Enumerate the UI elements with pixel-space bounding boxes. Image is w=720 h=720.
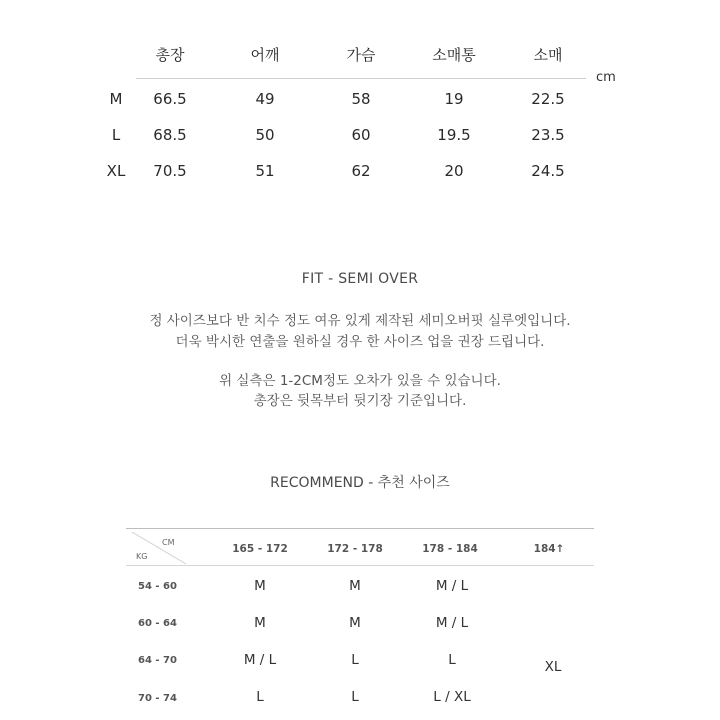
recommend-cell: L bbox=[351, 689, 359, 705]
recommend-cell: M bbox=[254, 615, 266, 631]
table-cell: 68.5 bbox=[153, 126, 187, 144]
recommend-table-header-divider bbox=[126, 565, 594, 566]
recommend-cell: L / XL bbox=[433, 689, 471, 705]
header-shoulder: 어깨 bbox=[250, 46, 280, 64]
table-cell: 66.5 bbox=[153, 90, 187, 108]
row-label-m: M bbox=[109, 90, 123, 108]
header-sleeve: 소매 bbox=[533, 46, 563, 64]
weight-label: 60 - 64 bbox=[138, 618, 177, 629]
unit-label: cm bbox=[596, 70, 616, 85]
recommend-cell: L bbox=[448, 652, 456, 668]
table-cell: 23.5 bbox=[531, 126, 565, 144]
fit-title: FIT - SEMI OVER bbox=[301, 271, 419, 287]
table-cell: 60 bbox=[351, 126, 371, 144]
recommend-cell: L bbox=[256, 689, 264, 705]
recommend-cell: M / L bbox=[435, 578, 469, 594]
corner-cm-label: CM bbox=[162, 538, 175, 547]
row-label-xl: XL bbox=[106, 162, 126, 180]
measurement-note-line: 총장은 뒷목부터 뒷기장 기준입니다. bbox=[253, 393, 467, 409]
header-sleeve-width: 소매통 bbox=[432, 46, 476, 64]
table-cell: 24.5 bbox=[531, 162, 565, 180]
header-chest: 가슴 bbox=[346, 46, 376, 64]
fit-description-line: 정 사이즈보다 반 치수 정도 여유 있게 제작된 세미오버핏 실루엣입니다. bbox=[149, 313, 571, 329]
size-table-divider bbox=[136, 78, 586, 79]
row-label-l: L bbox=[111, 126, 121, 144]
table-cell: 22.5 bbox=[531, 90, 565, 108]
recommend-cell: M bbox=[349, 615, 361, 631]
weight-label: 70 - 74 bbox=[138, 693, 177, 704]
recommend-cell: M / L bbox=[435, 615, 469, 631]
table-cell: 58 bbox=[351, 90, 371, 108]
fit-description-line: 더욱 박시한 연출을 원하실 경우 한 사이즈 업을 권장 드립니다. bbox=[175, 334, 545, 350]
height-header: 172 - 178 bbox=[327, 543, 383, 555]
height-header: 184↑ bbox=[533, 543, 565, 555]
header-total-length: 총장 bbox=[155, 46, 185, 64]
table-cell: 62 bbox=[351, 162, 371, 180]
recommend-cell: M bbox=[349, 578, 361, 594]
weight-label: 64 - 70 bbox=[138, 655, 177, 666]
weight-label: 54 - 60 bbox=[138, 581, 177, 592]
table-cell: 49 bbox=[255, 90, 275, 108]
corner-kg-label: KG bbox=[136, 552, 148, 561]
recommend-cell: M / L bbox=[243, 652, 277, 668]
table-cell: 20 bbox=[444, 162, 464, 180]
table-cell: 70.5 bbox=[153, 162, 187, 180]
table-cell: 50 bbox=[255, 126, 275, 144]
recommend-title: RECOMMEND - 추천 사이즈 bbox=[270, 475, 450, 491]
recommend-cell: M bbox=[254, 578, 266, 594]
recommend-cell: L bbox=[351, 652, 359, 668]
table-cell: 19.5 bbox=[437, 126, 471, 144]
measurement-note-line: 위 실측은 1-2CM정도 오차가 있을 수 있습니다. bbox=[219, 373, 501, 389]
tall-recommend-cell: XL bbox=[544, 659, 562, 675]
table-cell: 19 bbox=[444, 90, 464, 108]
table-cell: 51 bbox=[255, 162, 275, 180]
height-header: 165 - 172 bbox=[232, 543, 288, 555]
height-header: 178 - 184 bbox=[422, 543, 478, 555]
